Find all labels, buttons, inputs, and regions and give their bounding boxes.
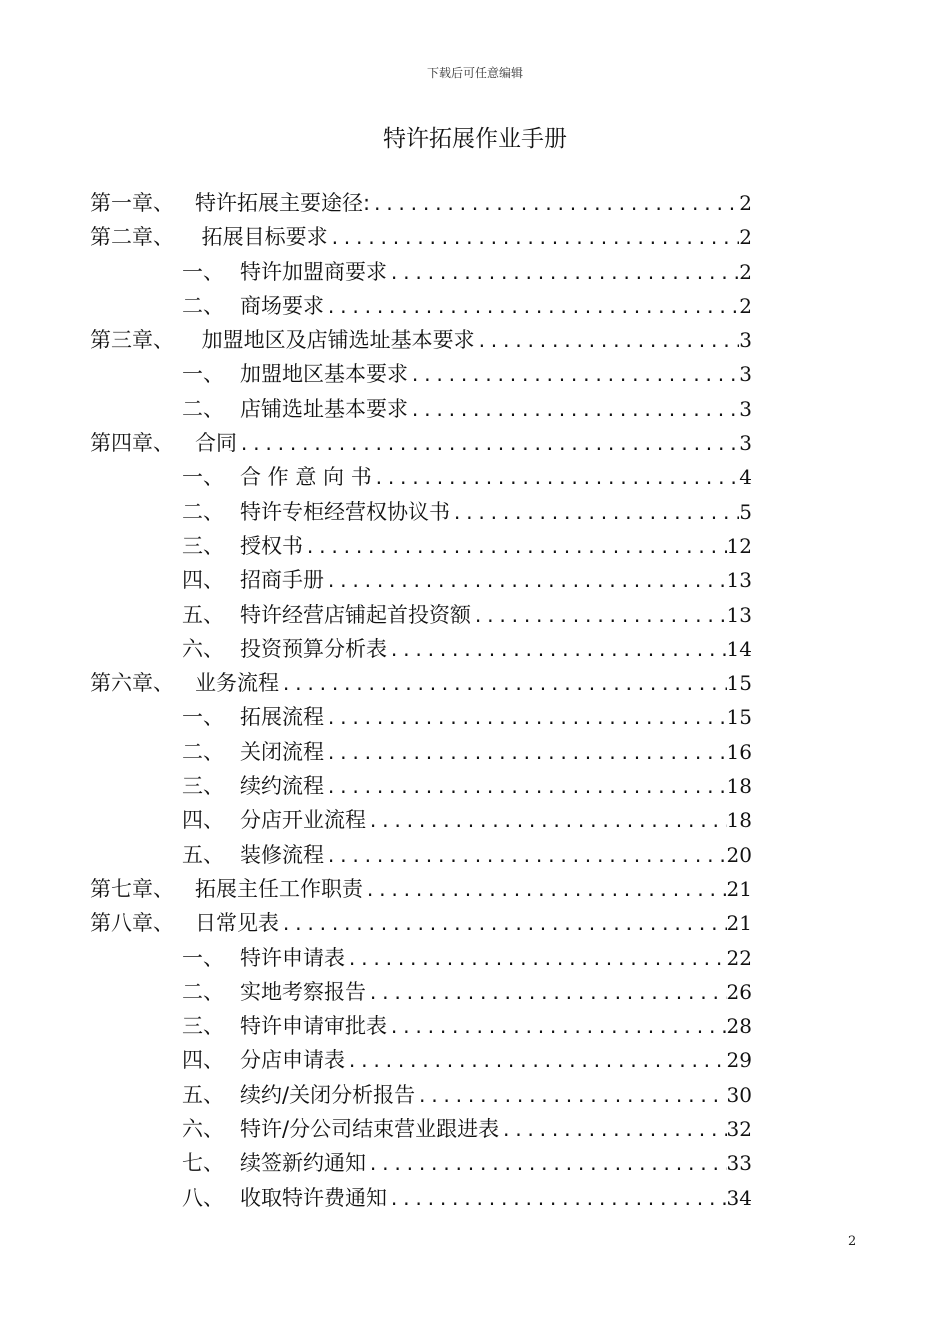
toc-entry-page: 12	[726, 533, 752, 558]
toc-entry-number: 四、	[182, 568, 224, 593]
toc-entry-label: 特许经营店铺起首投资额	[240, 602, 471, 627]
toc-dot-leader	[387, 641, 727, 661]
toc-entry-number: 六、	[182, 636, 224, 661]
toc-entry-number: 第六章、	[90, 671, 174, 696]
toc-section-entry[interactable]	[90, 976, 752, 1010]
toc-dot-leader	[328, 229, 740, 249]
toc-entry-label: 投资预算分析表	[240, 636, 387, 661]
toc-entry-page: 2	[739, 191, 752, 215]
toc-entry-number: 二、	[182, 739, 224, 764]
toc-dot-leader	[366, 1155, 727, 1175]
toc-section-entry[interactable]	[90, 736, 752, 770]
toc-entry-number: 六、	[182, 1117, 224, 1142]
toc-section-entry[interactable]	[90, 839, 752, 873]
toc-dot-leader	[324, 572, 727, 592]
toc-entry-number: 第四章、	[90, 431, 174, 456]
toc-section-entry[interactable]	[90, 1113, 752, 1147]
toc-entry-label: 续签新约通知	[240, 1151, 366, 1176]
toc-entry-label: 分店申请表	[240, 1048, 345, 1073]
toc-dot-leader	[471, 607, 727, 627]
toc-dot-leader	[279, 675, 727, 695]
toc-entry-label: 加盟地区及店铺选址基本要求	[195, 328, 475, 353]
toc-section-entry[interactable]	[90, 1182, 752, 1216]
toc-entry-number: 一、	[182, 362, 224, 387]
toc-section-entry[interactable]	[90, 393, 752, 427]
toc-section-entry[interactable]	[90, 1079, 752, 1113]
toc-entry-label: 拓展流程	[240, 705, 324, 730]
toc-entry-number: 一、	[182, 945, 224, 970]
toc-entry-page: 32	[726, 1117, 752, 1142]
toc-entry-label: 业务流程	[195, 671, 279, 696]
toc-section-entry[interactable]	[90, 1044, 752, 1078]
toc-section-entry[interactable]	[90, 942, 752, 976]
toc-dot-leader	[324, 778, 727, 798]
toc-entry-page: 20	[726, 842, 752, 867]
toc-entry-number: 五、	[182, 1082, 224, 1107]
toc-section-entry[interactable]	[90, 1010, 752, 1044]
toc-entry-number: 三、	[182, 774, 224, 799]
toc-dot-leader	[450, 504, 739, 524]
toc-entry-page: 16	[726, 739, 752, 764]
toc-entry-number: 第二章、	[90, 225, 174, 250]
toc-entry-page: 34	[726, 1185, 752, 1210]
toc-chapter-entry[interactable]	[90, 187, 752, 221]
toc-dot-leader	[324, 298, 739, 318]
toc-chapter-entry[interactable]	[90, 324, 752, 358]
toc-entry-label: 分店开业流程	[240, 808, 366, 833]
toc-entry-label: 特许申请表	[240, 945, 345, 970]
toc-entry-number: 五、	[182, 602, 224, 627]
toc-dot-leader	[475, 332, 740, 352]
toc-entry-label: 特许加盟商要求	[240, 259, 387, 284]
toc-entry-page: 18	[726, 808, 752, 833]
toc-chapter-entry[interactable]	[90, 873, 752, 907]
toc-entry-page: 2	[739, 293, 752, 318]
toc-dot-leader	[499, 1121, 726, 1141]
toc-section-entry[interactable]	[90, 496, 752, 530]
toc-chapter-entry[interactable]	[90, 907, 752, 941]
toc-entry-number: 第一章、	[90, 191, 174, 215]
toc-dot-leader	[415, 1087, 726, 1107]
toc-entry-page: 28	[726, 1014, 752, 1039]
toc-entry-page: 15	[726, 705, 752, 730]
toc-entry-label: 店铺选址基本要求	[240, 396, 408, 421]
toc-entry-number: 四、	[182, 1048, 224, 1073]
toc-section-entry[interactable]	[90, 770, 752, 804]
toc-dot-leader	[303, 538, 727, 558]
toc-entry-label: 招商手册	[240, 568, 324, 593]
toc-section-entry[interactable]	[90, 530, 752, 564]
toc-entry-number: 一、	[182, 259, 224, 284]
toc-chapter-entry[interactable]	[90, 667, 752, 701]
toc-entry-page: 14	[726, 636, 752, 661]
toc-entry-label: 合同	[195, 431, 237, 456]
toc-entry-number: 二、	[182, 293, 224, 318]
toc-entry-number: 一、	[182, 465, 224, 490]
toc-dot-leader	[345, 1052, 727, 1072]
document-title: 特许拓展作业手册	[383, 126, 567, 152]
toc-section-entry[interactable]	[90, 633, 752, 667]
table-of-contents	[90, 187, 752, 1216]
toc-dot-leader	[324, 744, 727, 764]
toc-entry-page: 18	[726, 774, 752, 799]
toc-entry-label: 合 作 意 向 书	[240, 465, 372, 490]
toc-entry-page: 15	[726, 671, 752, 696]
toc-entry-number: 第七章、	[90, 876, 174, 901]
toc-section-entry[interactable]	[90, 701, 752, 735]
toc-dot-leader	[387, 1018, 727, 1038]
toc-chapter-entry[interactable]	[90, 221, 752, 255]
toc-entry-number: 二、	[182, 396, 224, 421]
toc-entry-page: 29	[726, 1048, 752, 1073]
toc-entry-label: 实地考察报告	[240, 979, 366, 1004]
toc-section-entry[interactable]	[90, 461, 752, 495]
toc-entry-label: 拓展目标要求	[195, 225, 328, 250]
toc-entry-label: 拓展主任工作职责	[195, 876, 363, 901]
toc-dot-leader	[387, 1190, 727, 1210]
toc-dot-leader	[370, 195, 739, 215]
toc-dot-leader	[366, 812, 727, 832]
toc-entry-page: 21	[726, 876, 752, 901]
toc-entry-page: 3	[739, 362, 752, 387]
toc-entry-label: 日常见表	[195, 911, 279, 936]
toc-entry-page: 22	[726, 945, 752, 970]
toc-entry-label: 商场要求	[240, 293, 324, 318]
toc-entry-page: 13	[726, 602, 752, 627]
toc-section-entry[interactable]	[90, 564, 752, 598]
toc-dot-leader	[324, 847, 727, 867]
header-note: 下载后可任意编辑	[426, 66, 523, 80]
toc-dot-leader	[324, 709, 727, 729]
toc-entry-number: 三、	[182, 1014, 224, 1039]
toc-entry-label: 续约/关闭分析报告	[240, 1082, 416, 1107]
toc-dot-leader	[363, 881, 727, 901]
toc-entry-label: 特许专柜经营权协议书	[240, 499, 450, 524]
toc-entry-number: 第三章、	[90, 328, 174, 353]
toc-chapter-entry[interactable]	[90, 427, 752, 461]
toc-entry-number: 七、	[182, 1151, 224, 1176]
toc-entry-page: 13	[726, 568, 752, 593]
toc-dot-leader	[408, 401, 739, 421]
toc-dot-leader	[372, 469, 740, 489]
toc-entry-number: 五、	[182, 842, 224, 867]
toc-entry-number: 二、	[182, 979, 224, 1004]
toc-dot-leader	[366, 984, 727, 1004]
toc-entry-page: 30	[726, 1082, 752, 1107]
toc-entry-number: 一、	[182, 705, 224, 730]
toc-entry-label: 授权书	[240, 533, 303, 558]
toc-entry-label: 收取特许费通知	[240, 1185, 387, 1210]
toc-section-entry[interactable]	[90, 358, 752, 392]
toc-entry-label: 装修流程	[240, 842, 324, 867]
toc-entry-label: 特许拓展主要途径:	[195, 191, 371, 215]
toc-section-entry[interactable]	[90, 599, 752, 633]
toc-dot-leader	[387, 264, 739, 284]
toc-entry-number: 三、	[182, 533, 224, 558]
toc-section-entry[interactable]	[90, 256, 752, 290]
toc-entry-page: 3	[739, 431, 752, 456]
toc-entry-number: 第八章、	[90, 911, 174, 936]
toc-entry-number: 二、	[182, 499, 224, 524]
toc-entry-page: 33	[726, 1151, 752, 1176]
toc-entry-page: 4	[739, 465, 752, 490]
toc-section-entry[interactable]	[90, 804, 752, 838]
toc-entry-page: 2	[739, 225, 752, 250]
toc-section-entry[interactable]	[90, 290, 752, 324]
toc-dot-leader	[237, 435, 739, 455]
toc-entry-label: 关闭流程	[240, 739, 324, 764]
toc-entry-label: 续约流程	[240, 774, 324, 799]
page-number: 2	[848, 1234, 857, 1249]
toc-entry-page: 3	[739, 328, 752, 353]
toc-entry-number: 四、	[182, 808, 224, 833]
toc-entry-label: 特许申请审批表	[240, 1014, 387, 1039]
toc-entry-page: 26	[726, 979, 752, 1004]
toc-entry-number: 八、	[182, 1185, 224, 1210]
toc-entry-label: 特许/分公司结束营业跟进表	[240, 1117, 500, 1142]
toc-entry-page: 3	[739, 396, 752, 421]
toc-section-entry[interactable]	[90, 1147, 752, 1181]
toc-entry-page: 5	[739, 499, 752, 524]
toc-dot-leader	[279, 915, 727, 935]
toc-entry-page: 21	[726, 911, 752, 936]
toc-dot-leader	[408, 366, 739, 386]
toc-entry-page: 2	[739, 259, 752, 284]
toc-dot-leader	[345, 950, 727, 970]
toc-entry-label: 加盟地区基本要求	[240, 362, 408, 387]
